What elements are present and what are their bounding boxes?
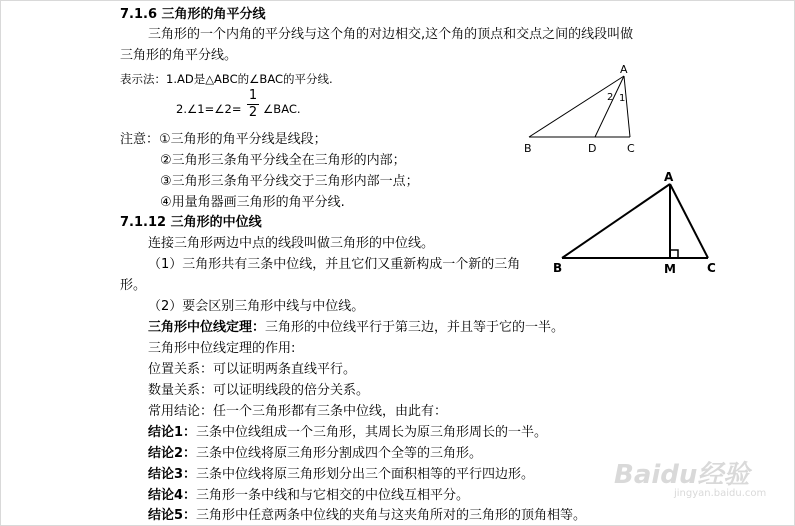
label-c: C [707, 261, 716, 275]
notation-2-prefix: 2.∠1=∠2= [176, 102, 242, 116]
role-title: 三角形中位线定理的作用: [148, 341, 296, 356]
conclusion-2 [148, 446, 482, 462]
theorem [148, 320, 564, 336]
heading-7-1-6: 7.1.6 三角形的角平分线 [120, 7, 266, 22]
heading-7-1-12: 7.1.12 三角形的中位线 [120, 215, 262, 230]
note-1: 注意：①三角形的角平分线是线段； [120, 132, 327, 147]
definition-line-2: 三角形的角平分线。 [120, 48, 238, 63]
item-2: （2）要会区别三角形中线与中位线。 [148, 299, 365, 314]
conclusion-text: 三角形一条中线和与它相交的中位线互相平分。 [196, 488, 470, 503]
fraction-one-half [246, 89, 260, 120]
right-angle-marker [670, 250, 678, 258]
conclusion-label: 结论4： [148, 488, 197, 503]
theorem-text: 三角形的中位线平行于第三边，并且等于它的一半。 [265, 320, 565, 335]
midline-definition: 连接三角形两边中点的线段叫做三角形的中位线。 [148, 236, 435, 251]
conclusion-label: 结论2： [148, 446, 197, 461]
label-angle-2: 2 [607, 92, 614, 103]
notation-1: 表示法：1.AD是△ABC的∠BAC的平分线. [120, 72, 333, 86]
note-3: ③三角形三条角平分线交于三角形内部一点； [160, 174, 419, 189]
role-quantity: 数量关系：可以证明线段的倍分关系。 [148, 383, 370, 398]
conclusion-text: 三角形中任意两条中位线的夹角与这夹角所对的三角形的顶角相等。 [196, 508, 587, 523]
altitude-figure [550, 170, 730, 280]
fraction-denominator: 2 [248, 105, 258, 120]
conclusion-label: 结论5： [148, 508, 197, 523]
common-conclusion: 常用结论：任一个三角形都有三条中位线，由此有： [148, 404, 448, 419]
conclusion-text: 三条中位线组成一个三角形，其周长为原三角形周长的一半。 [196, 425, 548, 440]
conclusion-1 [148, 425, 547, 441]
watermark-url: jingyan.baidu.com [674, 488, 767, 499]
item-1-line-1: （1）三角形共有三条中位线，并且它们又重新构成一个新的三角 [148, 257, 521, 272]
conclusion-label: 结论1： [148, 425, 197, 440]
angle-bisector-figure [515, 60, 645, 160]
label-angle-1: 1 [619, 93, 626, 104]
note-2: ②三角形三条角平分线全在三角形的内部； [160, 153, 406, 168]
label-b: B [553, 261, 563, 275]
conclusion-5 [148, 508, 586, 524]
watermark-logo: Baidu经验 [614, 460, 750, 490]
conclusion-text: 三条中位线将原三角形分割成四个全等的三角形。 [196, 446, 483, 461]
role-position: 位置关系：可以证明两条直线平行。 [148, 362, 357, 377]
definition-line-1: 三角形的一个内角的平分线与这个角的对边相交,这个角的顶点和交点之间的线段叫做 [148, 27, 634, 42]
notation-2-suffix: ∠BAC. [263, 102, 301, 116]
conclusion-text: 三条中位线将原三角形划分出三个面积相等的平行四边形。 [196, 467, 535, 482]
conclusion-4 [148, 488, 469, 504]
item-1-line-2: 形。 [120, 278, 147, 293]
side-ac [670, 184, 708, 258]
label-b: B [524, 142, 532, 155]
fraction-numerator: 1 [248, 88, 258, 103]
side-ac [624, 76, 630, 137]
side-ab [562, 184, 670, 258]
label-d: D [588, 142, 597, 155]
conclusion-label: 结论3： [148, 467, 197, 482]
label-a: A [620, 63, 628, 76]
theorem-label: 三角形中位线定理： [148, 320, 266, 335]
label-a: A [664, 170, 674, 184]
label-c: C [627, 142, 635, 155]
note-4: ④用量角器画三角形的角平分线. [160, 195, 345, 210]
conclusion-3 [148, 467, 534, 483]
label-m: M [664, 262, 676, 276]
